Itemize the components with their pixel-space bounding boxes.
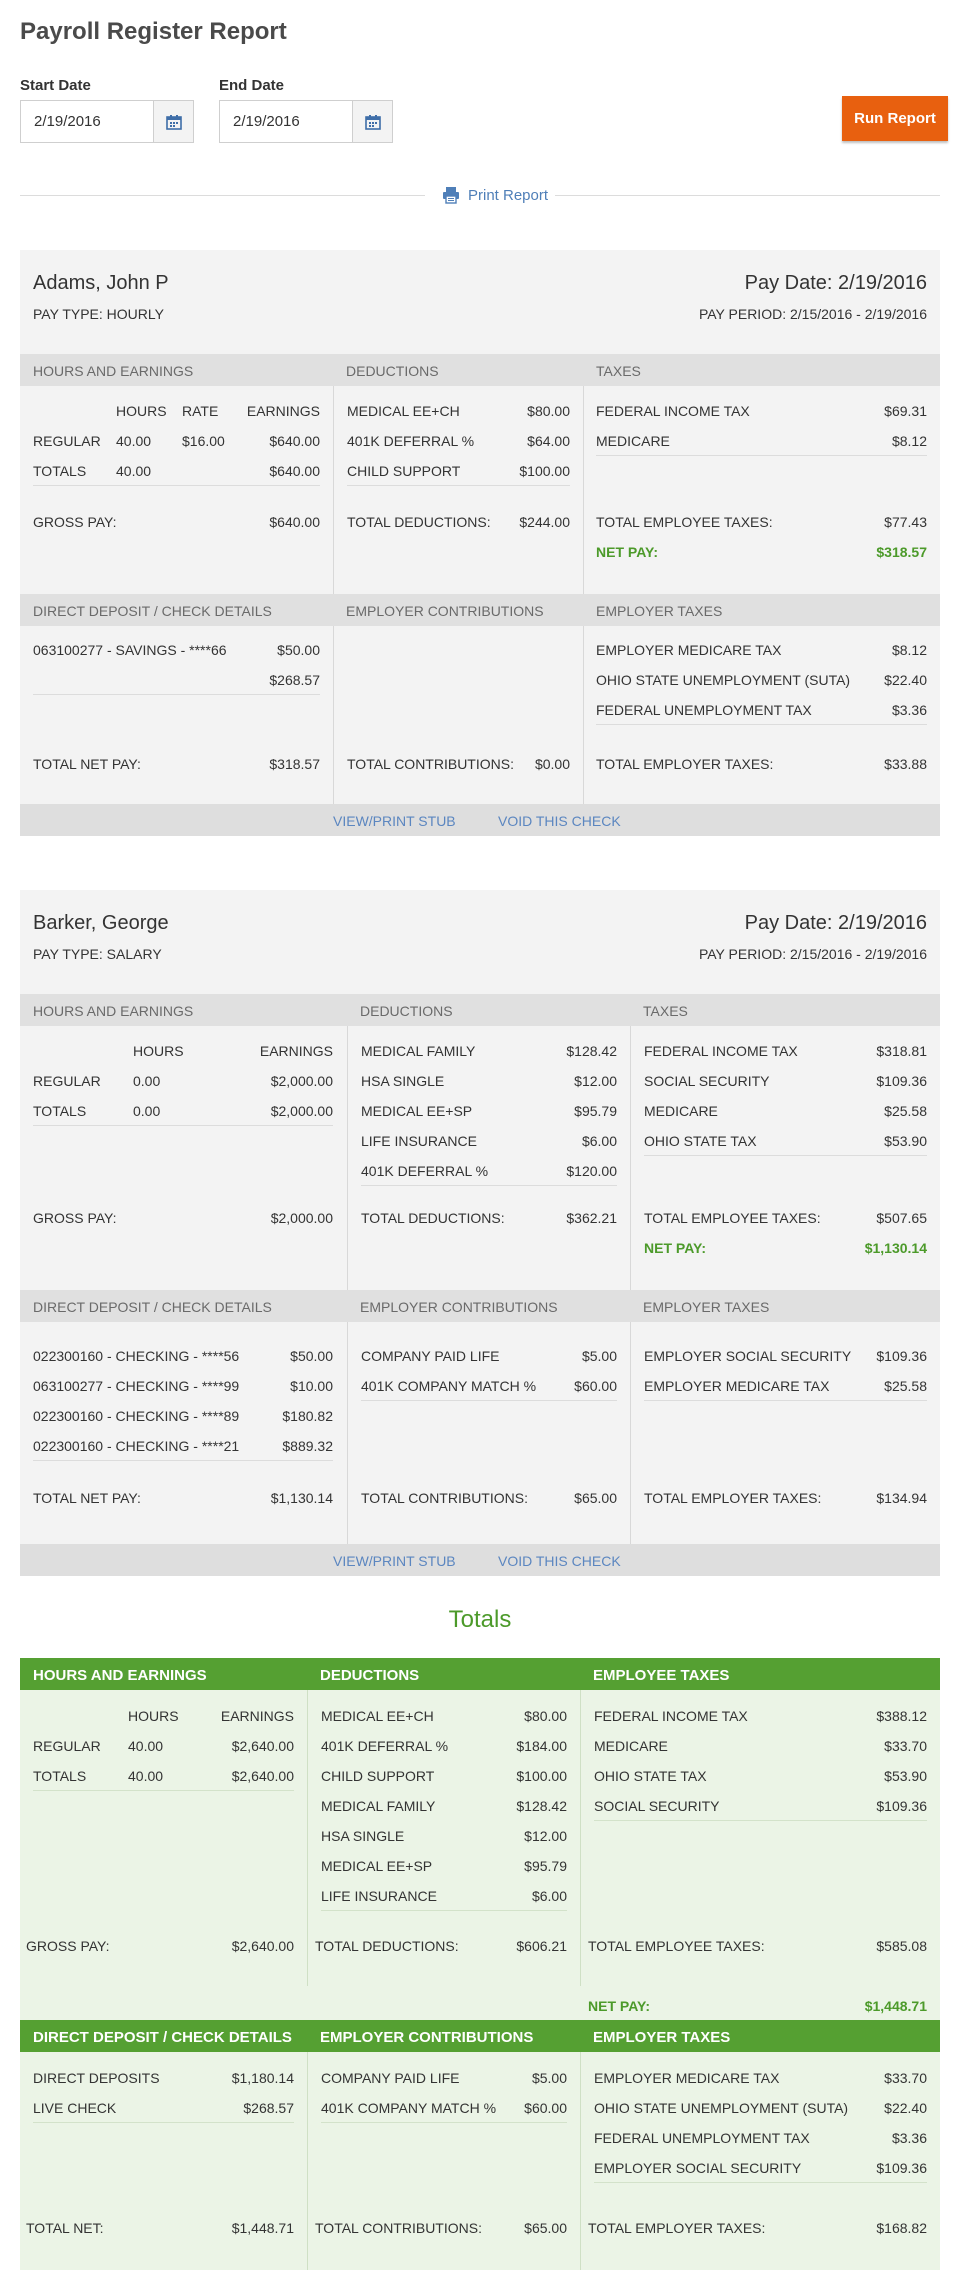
employer-tax-label: FEDERAL UNEMPLOYMENT TAX: [594, 2130, 810, 2146]
header-hours-earnings: HOURS AND EARNINGS: [33, 1003, 194, 1019]
column-divider: [347, 1322, 348, 1544]
divider: [347, 485, 570, 486]
tax-amount: $109.36: [876, 1073, 927, 1089]
deduction-amount: $80.00: [524, 1708, 567, 1724]
total-net-value: $1,130.14: [270, 1490, 333, 1506]
employer-tax-amount: $8.12: [891, 642, 927, 658]
deduction-label: LIFE INSURANCE: [361, 1133, 477, 1149]
deduction-label: MEDICAL FAMILY: [321, 1798, 436, 1814]
column-divider: [580, 1690, 581, 1986]
header-employee-taxes: EMPLOYEE TAXES: [593, 1667, 730, 1684]
deduction-label: CHILD SUPPORT: [321, 1768, 435, 1784]
earnings-label: TOTALS: [33, 1768, 87, 1784]
total-taxes-label: TOTAL EMPLOYEE TAXES:: [588, 1938, 765, 1954]
deduction-label: MEDICAL EE+SP: [321, 1858, 433, 1874]
column-divider: [307, 1690, 308, 1986]
header-employer-contributions: EMPLOYER CONTRIBUTIONS: [320, 2029, 534, 2046]
employer-tax-label: EMPLOYER MEDICARE TAX: [644, 1378, 830, 1394]
net-pay-value: $318.57: [876, 544, 927, 560]
earnings-hours: 40.00: [116, 463, 152, 479]
deduction-label: 401K DEFERRAL %: [347, 433, 475, 449]
pay-type: PAY TYPE: HOURLY: [33, 306, 164, 322]
header-employer-contributions: EMPLOYER CONTRIBUTIONS: [360, 1299, 558, 1315]
header-deductions: DEDUCTIONS: [346, 363, 439, 379]
pay-period: PAY PERIOD: 2/15/2016 - 2/19/2016: [698, 946, 927, 962]
contribution-amount: $5.00: [531, 2070, 567, 2086]
print-report-row: [20, 186, 940, 206]
total-net-label: TOTAL NET PAY:: [33, 1490, 141, 1506]
deduction-amount: $12.00: [574, 1073, 617, 1089]
divider: [361, 1400, 617, 1401]
employer-tax-amount: $3.36: [891, 2130, 927, 2146]
total-deductions-value: $606.21: [516, 1938, 567, 1954]
total-deductions-value: $244.00: [519, 514, 570, 530]
column-divider: [630, 1026, 631, 1304]
tax-amount: $33.70: [884, 1738, 927, 1754]
tax-amount: $318.81: [876, 1043, 927, 1059]
calendar-icon[interactable]: [153, 101, 193, 142]
total-net-label: TOTAL NET PAY:: [33, 756, 141, 772]
col-earnings: EARNINGS: [259, 1043, 333, 1059]
deposit-amount: $1,180.14: [231, 2070, 294, 2086]
net-pay-label: NET PAY:: [588, 1998, 650, 2014]
header-hours-earnings: HOURS AND EARNINGS: [33, 363, 194, 379]
header-direct-deposit: DIRECT DEPOSIT / CHECK DETAILS: [33, 2029, 292, 2046]
void-check-link[interactable]: VOID THIS CHECK: [498, 1553, 621, 1569]
deduction-amount: $6.00: [581, 1133, 617, 1149]
deduction-label: HSA SINGLE: [321, 1828, 405, 1844]
deposit-label: DIRECT DEPOSITS: [33, 2070, 160, 2086]
contribution-amount: $60.00: [524, 2100, 567, 2116]
tax-amount: $388.12: [876, 1708, 927, 1724]
earnings-hours: 40.00: [116, 433, 152, 449]
gross-pay-value: $640.00: [269, 514, 320, 530]
deposit-amount: $889.32: [282, 1438, 333, 1454]
earnings-amount: $2,000.00: [270, 1103, 333, 1119]
end-date-value[interactable]: 2/19/2016: [233, 113, 300, 130]
deduction-amount: $95.79: [574, 1103, 617, 1119]
employer-tax-amount: $3.36: [891, 702, 927, 718]
view-print-stub-link[interactable]: VIEW/PRINT STUB: [333, 1553, 456, 1569]
net-pay-value: $1,448.71: [864, 1998, 927, 2014]
deduction-label: 401K DEFERRAL %: [321, 1738, 449, 1754]
tax-label: FEDERAL INCOME TAX: [644, 1043, 798, 1059]
employer-tax-label: FEDERAL UNEMPLOYMENT TAX: [596, 702, 812, 718]
deduction-label: MEDICAL EE+SP: [361, 1103, 473, 1119]
divider: [594, 2182, 927, 2183]
deduction-amount: $184.00: [516, 1738, 567, 1754]
employer-tax-amount: $33.70: [884, 2070, 927, 2086]
end-date-label: End Date: [219, 77, 285, 94]
tax-label: SOCIAL SECURITY: [644, 1073, 770, 1089]
employer-tax-label: EMPLOYER SOCIAL SECURITY: [644, 1348, 852, 1364]
employer-tax-amount: $109.36: [876, 2160, 927, 2176]
col-earnings: EARNINGS: [220, 1708, 294, 1724]
employer-tax-label: EMPLOYER SOCIAL SECURITY: [594, 2160, 802, 2176]
totals-header: [20, 2020, 940, 2052]
earnings-hours: 0.00: [133, 1103, 161, 1119]
end-date-field[interactable]: [219, 100, 393, 143]
page-title: Payroll Register Report: [20, 18, 287, 45]
earnings-hours: 40.00: [128, 1738, 164, 1754]
earnings-amount: $640.00: [269, 463, 320, 479]
total-net-value: $1,448.71: [231, 2220, 294, 2236]
contribution-amount: $60.00: [574, 1378, 617, 1394]
column-divider: [333, 626, 334, 804]
section-header: [20, 594, 940, 626]
total-contributions-value: $65.00: [524, 2220, 567, 2236]
total-employer-taxes-label: TOTAL EMPLOYER TAXES:: [596, 756, 774, 772]
header-hours-earnings: HOURS AND EARNINGS: [33, 1667, 207, 1684]
column-divider: [347, 1026, 348, 1304]
deposit-label: 022300160 - CHECKING - ****21: [33, 1438, 240, 1454]
pay-date: Pay Date: 2/19/2016: [744, 912, 927, 934]
deposit-amount: $50.00: [277, 642, 320, 658]
deduction-amount: $80.00: [527, 403, 570, 419]
pay-type: PAY TYPE: SALARY: [33, 946, 162, 962]
earnings-amount: $2,640.00: [231, 1768, 294, 1784]
total-taxes-label: TOTAL EMPLOYEE TAXES:: [644, 1210, 821, 1226]
employer-tax-amount: $25.58: [884, 1378, 927, 1394]
divider: [644, 1155, 927, 1156]
divider: [33, 1460, 333, 1461]
card-actions: [20, 804, 940, 836]
earnings-rate: $16.00: [182, 433, 225, 449]
total-taxes-label: TOTAL EMPLOYEE TAXES:: [596, 514, 773, 530]
divider: [596, 724, 927, 725]
header-employer-taxes: EMPLOYER TAXES: [596, 603, 723, 619]
net-pay-label: NET PAY:: [644, 1240, 706, 1256]
total-employer-taxes-value: $168.82: [876, 2220, 927, 2236]
print-report-label[interactable]: Print Report: [468, 186, 549, 204]
net-pay-value: $1,130.14: [864, 1240, 927, 1256]
contribution-label: 401K COMPANY MATCH %: [361, 1378, 537, 1394]
deposit-amount: $180.82: [282, 1408, 333, 1424]
deduction-label: HSA SINGLE: [361, 1073, 445, 1089]
deduction-amount: $95.79: [524, 1858, 567, 1874]
divider: [321, 1910, 567, 1911]
col-hours: HOURS: [128, 1708, 179, 1724]
total-deductions-value: $362.21: [566, 1210, 617, 1226]
void-check-link[interactable]: VOID THIS CHECK: [498, 813, 621, 829]
deduction-amount: $128.42: [516, 1798, 567, 1814]
divider: [33, 1125, 333, 1126]
employer-tax-label: EMPLOYER MEDICARE TAX: [594, 2070, 780, 2086]
deduction-amount: $64.00: [527, 433, 570, 449]
column-divider: [307, 2052, 308, 2270]
deposit-label: 022300160 - CHECKING - ****56: [33, 1348, 240, 1364]
contribution-amount: $5.00: [581, 1348, 617, 1364]
column-divider: [580, 2052, 581, 2270]
run-report-button[interactable]: Run Report: [842, 96, 948, 141]
employee-name: Barker, George: [33, 912, 169, 934]
gross-pay-label: GROSS PAY:: [33, 1210, 117, 1226]
employer-tax-amount: $22.40: [884, 672, 927, 688]
total-contributions-label: TOTAL CONTRIBUTIONS:: [347, 756, 514, 772]
total-contributions-value: $0.00: [534, 756, 570, 772]
col-earnings: EARNINGS: [246, 403, 320, 419]
divider: [594, 1820, 927, 1821]
total-net-label: TOTAL NET:: [26, 2220, 104, 2236]
column-divider: [630, 1322, 631, 1544]
deduction-label: 401K DEFERRAL %: [361, 1163, 489, 1179]
net-pay-label: NET PAY:: [596, 544, 658, 560]
header-employer-taxes: EMPLOYER TAXES: [593, 2029, 731, 2046]
deduction-amount: $12.00: [524, 1828, 567, 1844]
employer-tax-label: OHIO STATE UNEMPLOYMENT (SUTA): [594, 2100, 849, 2116]
deposit-label: 022300160 - CHECKING - ****89: [33, 1408, 240, 1424]
total-employer-taxes-label: TOTAL EMPLOYER TAXES:: [644, 1490, 822, 1506]
total-net-value: $318.57: [269, 756, 320, 772]
gross-pay-value: $2,640.00: [231, 1938, 294, 1954]
earnings-hours: 0.00: [133, 1073, 161, 1089]
tax-label: OHIO STATE TAX: [644, 1133, 757, 1149]
total-employer-taxes-value: $134.94: [876, 1490, 927, 1506]
column-divider: [583, 386, 584, 608]
divider: [33, 694, 320, 695]
deposit-amount: $10.00: [290, 1378, 333, 1394]
tax-label: MEDICARE: [596, 433, 670, 449]
gross-pay-label: GROSS PAY:: [26, 1938, 110, 1954]
total-contributions-value: $65.00: [574, 1490, 617, 1506]
view-print-stub-link[interactable]: VIEW/PRINT STUB: [333, 813, 456, 829]
tax-amount: $69.31: [884, 403, 927, 419]
tax-amount: $53.90: [884, 1133, 927, 1149]
tax-label: FEDERAL INCOME TAX: [596, 403, 750, 419]
divider: [361, 1185, 617, 1186]
divider: [20, 195, 425, 196]
header-taxes: TAXES: [643, 1003, 688, 1019]
total-deductions-label: TOTAL DEDUCTIONS:: [315, 1938, 459, 1954]
deduction-amount: $100.00: [519, 463, 570, 479]
divider: [596, 455, 927, 456]
tax-label: SOCIAL SECURITY: [594, 1798, 720, 1814]
employee-card: [20, 890, 940, 1576]
col-hours: HOURS: [116, 403, 167, 419]
total-contributions-label: TOTAL CONTRIBUTIONS:: [315, 2220, 482, 2236]
employer-tax-amount: $109.36: [876, 1348, 927, 1364]
deduction-label: MEDICAL EE+CH: [321, 1708, 434, 1724]
section-header: [20, 354, 940, 386]
earnings-label: TOTALS: [33, 1103, 87, 1119]
totals-title: Totals: [448, 1606, 512, 1633]
total-taxes-value: $507.65: [876, 1210, 927, 1226]
calendar-icon[interactable]: [352, 101, 392, 142]
employer-tax-label: EMPLOYER MEDICARE TAX: [596, 642, 782, 658]
deposit-label: LIVE CHECK: [33, 2100, 117, 2116]
total-employer-taxes-value: $33.88: [884, 756, 927, 772]
total-taxes-value: $77.43: [884, 514, 927, 530]
employee-card: [20, 250, 940, 836]
column-divider: [333, 386, 334, 608]
total-deductions-label: TOTAL DEDUCTIONS:: [361, 1210, 505, 1226]
divider: [321, 2122, 567, 2123]
deduction-amount: $128.42: [566, 1043, 617, 1059]
divider: [33, 485, 320, 486]
header-employer-taxes: EMPLOYER TAXES: [643, 1299, 770, 1315]
start-date-field[interactable]: [20, 100, 194, 143]
col-rate: RATE: [182, 403, 219, 419]
earnings-amount: $2,640.00: [231, 1738, 294, 1754]
card-actions: [20, 1544, 940, 1576]
divider: [33, 1790, 294, 1791]
divider: [33, 2122, 294, 2123]
total-contributions-label: TOTAL CONTRIBUTIONS:: [361, 1490, 528, 1506]
divider: [644, 1400, 927, 1401]
totals-header: [20, 1658, 940, 1690]
deposit-label: 063100277 - CHECKING - ****99: [33, 1378, 240, 1394]
header-deductions: DEDUCTIONS: [320, 1667, 420, 1684]
deduction-amount: $120.00: [566, 1163, 617, 1179]
col-hours: HOURS: [133, 1043, 184, 1059]
deposit-label: 063100277 - SAVINGS - ****66: [33, 642, 227, 658]
total-taxes-value: $585.08: [876, 1938, 927, 1954]
tax-label: OHIO STATE TAX: [594, 1768, 707, 1784]
total-deductions-label: TOTAL DEDUCTIONS:: [347, 514, 491, 530]
employer-tax-amount: $22.40: [884, 2100, 927, 2116]
start-date-label: Start Date: [20, 77, 91, 94]
deposit-amount: $50.00: [290, 1348, 333, 1364]
tax-label: MEDICARE: [644, 1103, 718, 1119]
tax-amount: $109.36: [876, 1798, 927, 1814]
header-direct-deposit: DIRECT DEPOSIT / CHECK DETAILS: [33, 603, 272, 619]
earnings-label: TOTALS: [33, 463, 87, 479]
tax-amount: $8.12: [891, 433, 927, 449]
earnings-label: REGULAR: [33, 433, 101, 449]
earnings-label: REGULAR: [33, 1738, 101, 1754]
header-deductions: DEDUCTIONS: [360, 1003, 453, 1019]
gross-pay-label: GROSS PAY:: [33, 514, 117, 530]
header-employer-contributions: EMPLOYER CONTRIBUTIONS: [346, 603, 544, 619]
earnings-label: REGULAR: [33, 1073, 101, 1089]
divider: [555, 195, 940, 196]
gross-pay-value: $2,000.00: [270, 1210, 333, 1226]
tax-label: MEDICARE: [594, 1738, 668, 1754]
deposit-amount: $268.57: [269, 672, 320, 688]
deduction-label: MEDICAL EE+CH: [347, 403, 460, 419]
earnings-amount: $2,000.00: [270, 1073, 333, 1089]
employee-name: Adams, John P: [33, 272, 169, 294]
deduction-amount: $6.00: [531, 1888, 567, 1904]
column-divider: [583, 626, 584, 804]
deduction-amount: $100.00: [516, 1768, 567, 1784]
pay-date: Pay Date: 2/19/2016: [744, 272, 927, 294]
section-header: [20, 994, 940, 1026]
deduction-label: LIFE INSURANCE: [321, 1888, 437, 1904]
pay-period: PAY PERIOD: 2/15/2016 - 2/19/2016: [698, 306, 927, 322]
contribution-label: COMPANY PAID LIFE: [321, 2070, 460, 2086]
tax-amount: $53.90: [884, 1768, 927, 1784]
section-header: [20, 1290, 940, 1322]
tax-amount: $25.58: [884, 1103, 927, 1119]
header-taxes: TAXES: [596, 363, 641, 379]
start-date-value[interactable]: 2/19/2016: [34, 113, 101, 130]
deduction-label: MEDICAL FAMILY: [361, 1043, 476, 1059]
print-report-link[interactable]: [442, 186, 548, 204]
deposit-amount: $268.57: [243, 2100, 294, 2116]
tax-label: FEDERAL INCOME TAX: [594, 1708, 748, 1724]
total-employer-taxes-label: TOTAL EMPLOYER TAXES:: [588, 2220, 766, 2236]
earnings-amount: $640.00: [269, 433, 320, 449]
employer-tax-label: OHIO STATE UNEMPLOYMENT (SUTA): [596, 672, 851, 688]
deduction-label: CHILD SUPPORT: [347, 463, 461, 479]
contribution-label: 401K COMPANY MATCH %: [321, 2100, 497, 2116]
earnings-hours: 40.00: [128, 1768, 164, 1784]
totals-card: [20, 1658, 940, 2270]
contribution-label: COMPANY PAID LIFE: [361, 1348, 500, 1364]
header-direct-deposit: DIRECT DEPOSIT / CHECK DETAILS: [33, 1299, 272, 1315]
printer-icon: [442, 186, 460, 204]
